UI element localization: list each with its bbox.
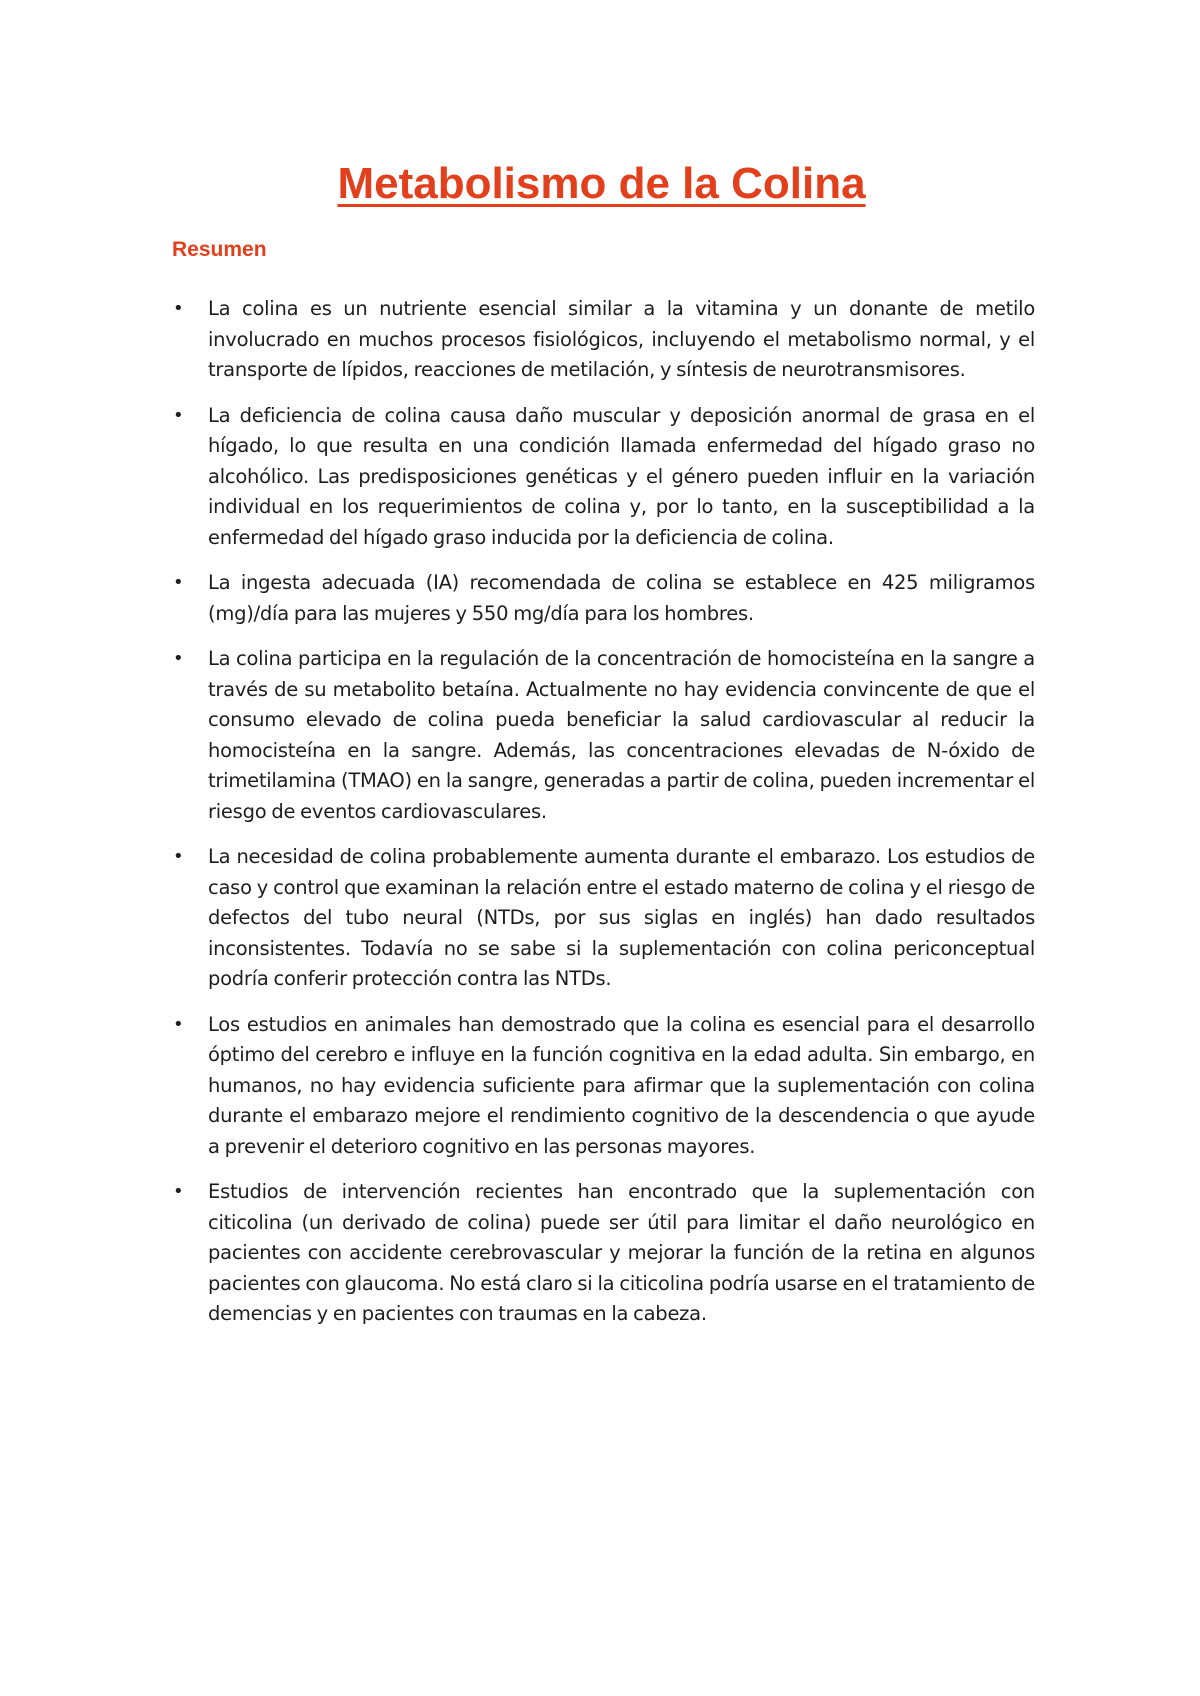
section-heading-resumen: Resumen: [172, 238, 267, 262]
bullet-icon: •: [173, 298, 184, 320]
list-item: [168, 1177, 1035, 1330]
list-item: [168, 842, 1035, 995]
list-item: [168, 1010, 1035, 1163]
bullet-icon: •: [173, 572, 184, 594]
summary-bullet-list: [168, 294, 1035, 1330]
list-item: [168, 294, 1035, 386]
bullet-text: La colina participa en la regulación de la concentración de homocisteína en la sangre a través de su metabolito betaína. Actualmente no hay evidencia convincente de que el consumo elevado de colina pueda beneficiar la salud cardiovascular al reducir la homocisteína en la sangre. Además, las concentraciones elevadas de N-óxido de trimetilamina (TMAO) en la sangre, generadas a partir de colina, pueden incrementar el riesgo de eventos cardiovasculares.: [208, 647, 1035, 823]
bullet-text: Estudios de intervención recientes han encontrado que la suplementación con citicolina (un derivado de colina) puede ser útil para limitar el daño neurológico en pacientes con accidente cerebrovascular y mejorar la función de la retina en algunos pacientes con glaucoma. No está claro si la citicolina podría usarse en el tratamiento de demencias y en pacientes con traumas en la cabeza.: [208, 1180, 1035, 1326]
bullet-text: La colina es un nutriente esencial similar a la vitamina y un donante de metilo involucrado en muchos procesos fisiológicos, incluyendo el metabolismo normal, y el transporte de lípidos, reacciones de metilación, y síntesis de neurotransmisores.: [208, 297, 1035, 382]
bullet-icon: •: [173, 846, 184, 868]
bullet-text: Los estudios en animales han demostrado que la colina es esencial para el desarrollo óptimo del cerebro e influye en la función cognitiva en la edad adulta. Sin embargo, en humanos, no hay evidencia suficiente para afirmar que la suplementación con colina durante el embarazo mejore el rendimiento cognitivo de la descendencia o que ayude a prevenir el deterioro cognitivo en las personas mayores.: [208, 1012, 1035, 1158]
bullet-icon: •: [173, 648, 184, 670]
list-item: [168, 401, 1035, 554]
list-item: [168, 644, 1035, 827]
bullet-icon: •: [173, 1181, 184, 1203]
list-item: [168, 568, 1035, 629]
bullet-icon: •: [173, 404, 184, 426]
bullet-text: La necesidad de colina probablemente aumenta durante el embarazo. Los estudios de caso y control que examinan la relación entre el estado materno de colina y el riesgo de defectos del tubo neural (NTDs, por sus siglas en inglés) han dado resultados inconsistentes. Todavía no se sabe si la suplementación con colina periconceptual podría conferir protección contra las NTDs.: [208, 845, 1035, 991]
bullet-text: La deficiencia de colina causa daño muscular y deposición anormal de grasa en el hígado, lo que resulta en una condición llamada enfermedad del hígado graso no alcohólico. Las predisposiciones genéticas y el género pueden influir en la variación individual en los requerimientos de colina y, por lo tanto, en la susceptibilidad a la enfermedad del hígado graso inducida por la deficiencia de colina.: [208, 403, 1035, 549]
bullet-text: La ingesta adecuada (IA) recomendada de colina se establece en 425 miligramos (mg)/día para las mujeres y 550 mg/día para los hombres.: [208, 571, 1035, 625]
bullet-icon: •: [173, 1013, 184, 1035]
page-title: [168, 160, 1035, 208]
page-title-text: Metabolismo de la Colina: [337, 159, 866, 208]
